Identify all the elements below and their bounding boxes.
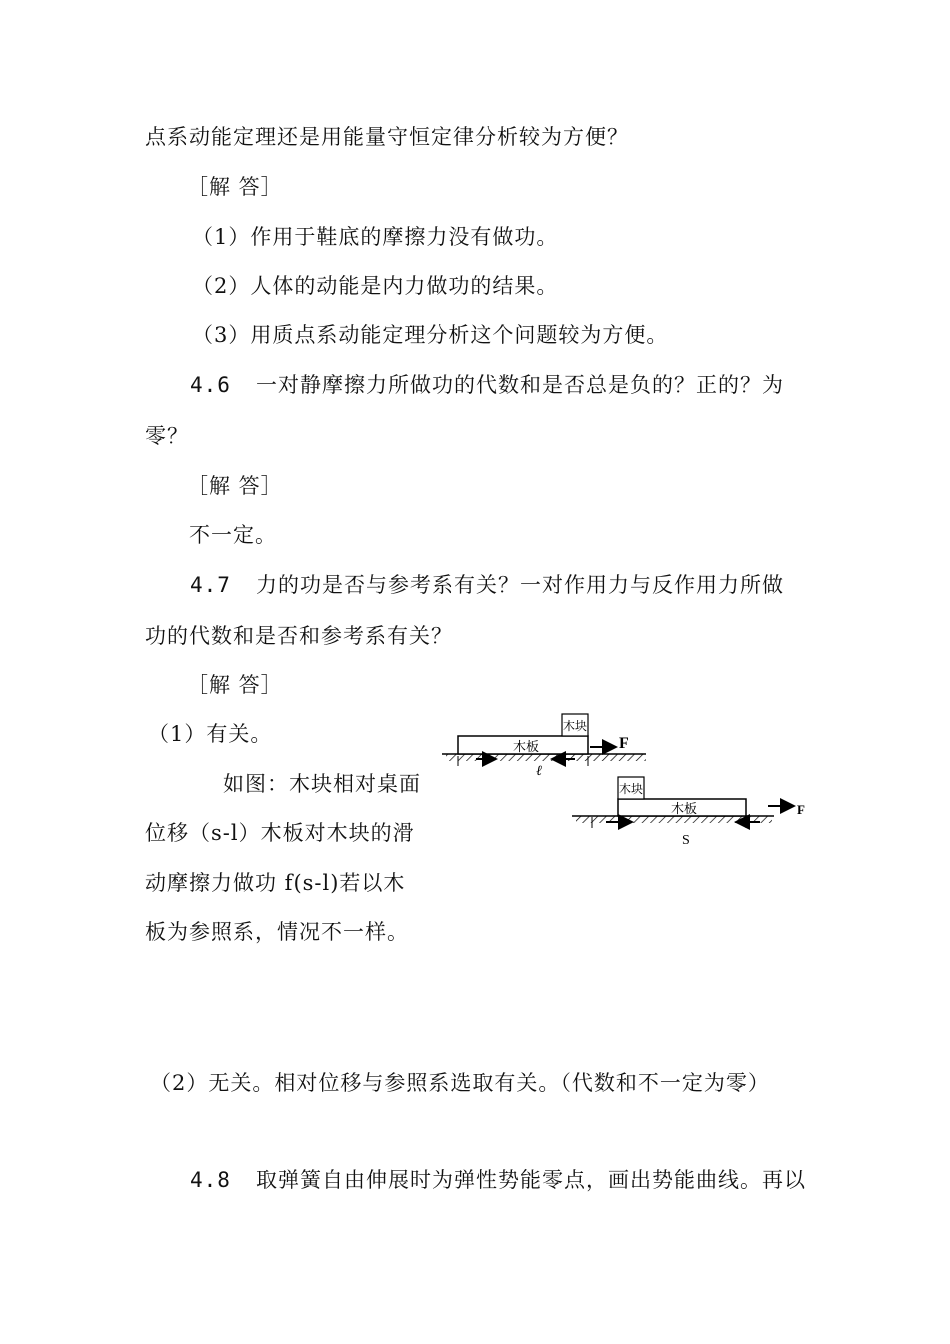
answer-heading: ［解 答］	[187, 474, 283, 498]
top-diagram	[442, 714, 646, 779]
text-line: 动摩擦力做功 f(s-l)若以木	[145, 871, 406, 895]
text-line: 点系动能定理还是用能量守恒定律分析较为方便？	[145, 125, 629, 149]
question-text: 一对静摩擦力所做功的代数和是否总是负的？正的？为	[256, 373, 784, 397]
text-line: 位移（s-l）木板对木块的滑	[145, 821, 415, 845]
question-text: 取弹簧自由伸展时为弹性势能零点，画出势能曲线。再以	[256, 1168, 806, 1192]
text-line: 零？	[145, 424, 189, 448]
friction-figure	[440, 702, 820, 852]
bottom-diagram	[572, 777, 805, 848]
text-line: 板为参照系，情况不一样。	[145, 920, 409, 944]
block-label: 木块	[618, 782, 644, 796]
block-label: 木块	[562, 719, 588, 733]
text-line: 不一定。	[189, 523, 277, 547]
distance-label: S	[682, 833, 690, 848]
text-line: （2）人体的动能是内力做功的结果。	[192, 274, 559, 298]
text-line: （1）作用于鞋底的摩擦力没有做功。	[192, 225, 559, 249]
text-line: 功的代数和是否和参考系有关？	[145, 624, 453, 648]
text-line: （1）有关。	[148, 722, 273, 746]
answer-heading: ［解 答］	[187, 175, 283, 199]
question-text: 力的功是否与参考系有关？一对作用力与反作用力所做	[256, 573, 784, 597]
text-line: （2）无关。相对位移与参照系选取有关。（代数和不一定为零）	[150, 1071, 770, 1095]
text-line: （3）用质点系动能定理分析这个问题较为方便。	[192, 323, 669, 347]
board-label: 木板	[512, 739, 540, 754]
force-label: F	[797, 802, 805, 817]
question-number: 4.7	[190, 573, 231, 597]
question-number: 4.6	[190, 373, 231, 397]
question-number: 4.8	[190, 1168, 231, 1192]
force-label: F	[619, 735, 629, 752]
text-line: 如图：木块相对桌面	[223, 772, 421, 796]
board-label: 木板	[670, 801, 698, 816]
length-label: ℓ	[536, 764, 542, 779]
answer-heading: ［解 答］	[187, 673, 283, 697]
